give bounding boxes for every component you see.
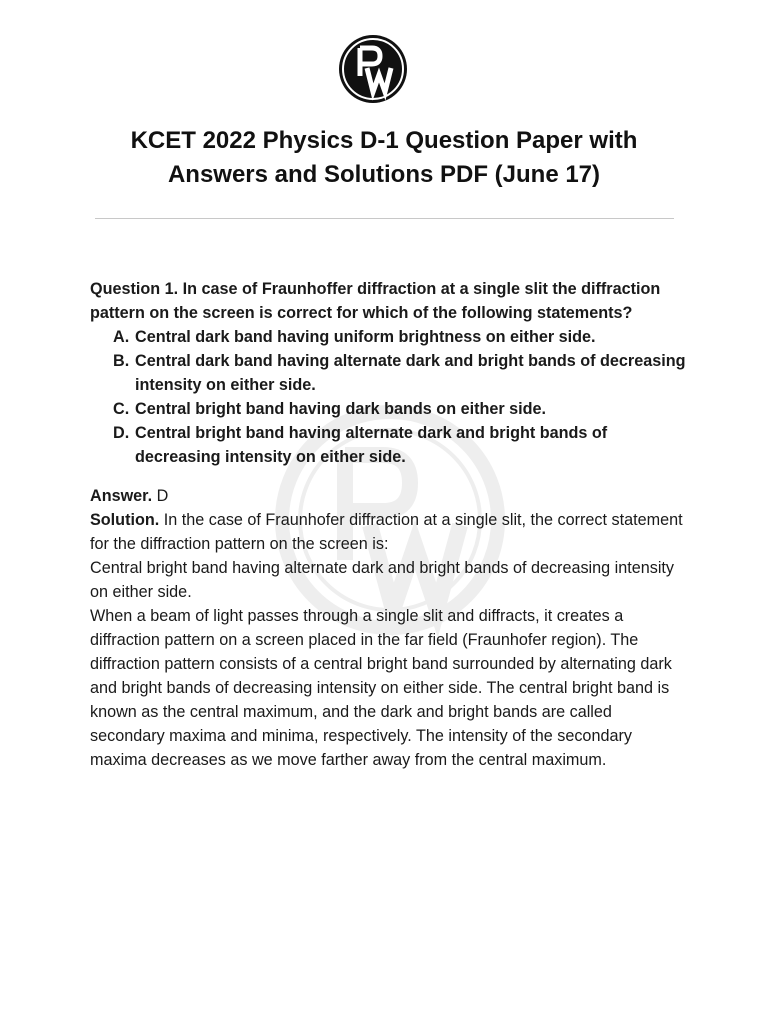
option-b <box>90 349 690 397</box>
title-line-1: KCET 2022 Physics D-1 Question Paper with <box>130 127 638 154</box>
solution-label: Solution. <box>90 511 160 529</box>
option-letter: A. <box>113 328 130 346</box>
option-letter: C. <box>113 400 130 418</box>
page-title <box>60 124 708 192</box>
option-a <box>90 325 690 349</box>
solution-explanation: When a beam of light passes through a single slit and diffracts, it creates a diffraction pattern on a screen placed in the far field (Fraunhofer region). The diffraction pattern consists of a central bright band surrounded by alternating dark and bright bands of decreasing intensity on either side. The central bright band is known as the central maximum, and the dark and bright bands are called secondary maxima and minima, respectively. The intensity of the secondary maxima decreases as we move farther away from the central maximum. <box>90 607 672 769</box>
options-list <box>90 325 690 469</box>
answer-label: Answer. <box>90 487 153 505</box>
divider <box>95 218 674 219</box>
solution-statement: Central bright band having alternate dark and bright bands of decreasing intensity on either side. <box>90 559 675 601</box>
answer-line <box>90 484 690 508</box>
solution-intro <box>90 508 690 556</box>
answer-block <box>90 484 690 772</box>
question-label: Question 1. <box>90 280 179 298</box>
solution-intro-text: In the case of Fraunhofer diffraction at a single slit, the correct statement for the diffraction pattern on the screen is: <box>90 511 683 553</box>
option-text: Central dark band having alternate dark and bright bands of decreasing intensity on either side. <box>135 352 686 394</box>
option-c <box>90 397 690 421</box>
option-text: Central bright band having alternate dark and bright bands of decreasing intensity on either side. <box>135 424 608 466</box>
option-d <box>90 421 690 469</box>
title-line-2: Answers and Solutions PDF (June 17) <box>167 161 601 188</box>
question-content <box>90 277 690 772</box>
option-letter: D. <box>113 424 130 442</box>
option-text: Central dark band having uniform brightness on either side. <box>135 328 596 346</box>
answer-value: D <box>156 487 169 505</box>
question-body: In case of Fraunhoffer diffraction at a single slit the diffraction pattern on the screen is correct for which of the following statements? <box>90 280 661 322</box>
option-text: Central bright band having dark bands on either side. <box>135 400 547 418</box>
pw-logo-icon <box>338 34 408 104</box>
option-letter: B. <box>113 352 130 370</box>
question-text <box>90 277 690 325</box>
